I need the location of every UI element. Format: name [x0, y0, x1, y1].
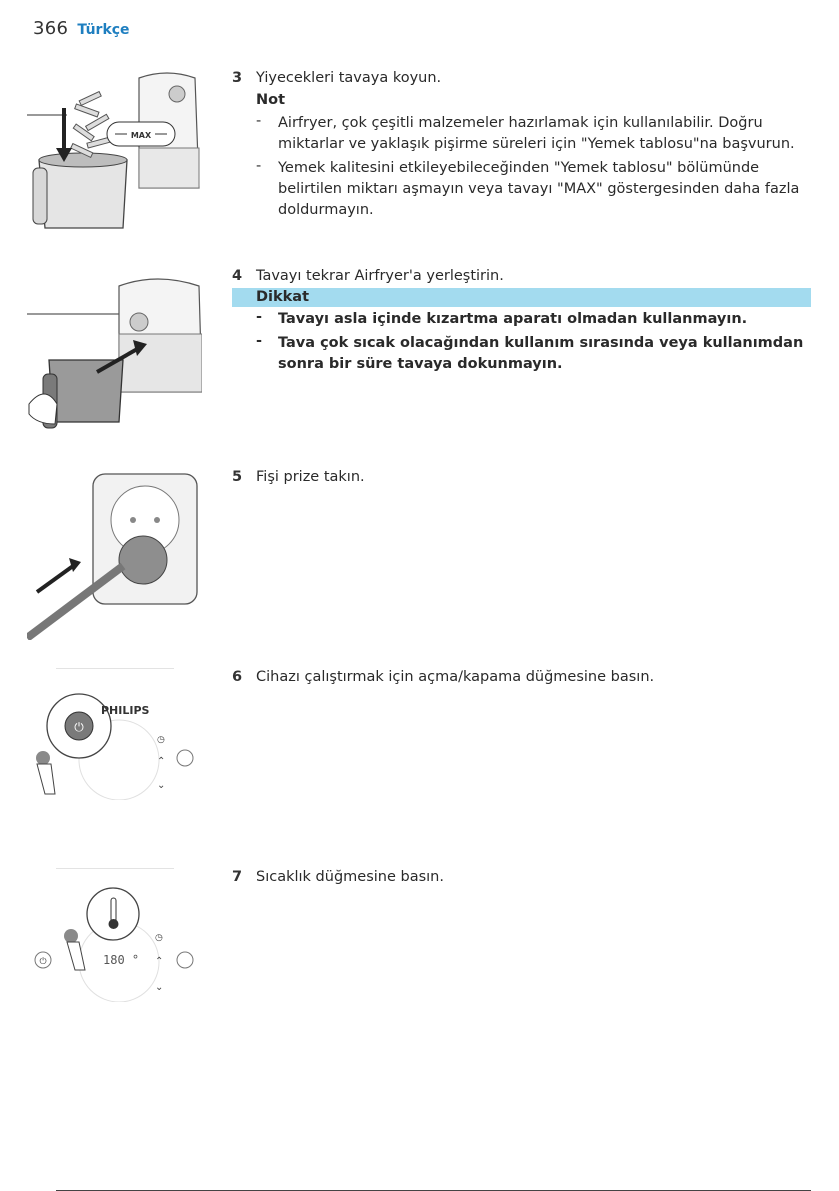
illustration-step-3 [27, 68, 202, 236]
page-header [33, 18, 130, 39]
power-icon: ⏻ [39, 957, 47, 967]
step-text: Cihazı çalıştırmak için açma/kapama düğmesine basın. [256, 669, 655, 685]
step-3 [232, 68, 811, 224]
note-bullet: - Airfryer, çok çeşitli malzemeler hazırlamak için kullanılabilir. Doğru miktarlar ve yaklaşık pişirme süreleri için "Yemek tablosu"na başvurun. [256, 113, 811, 155]
insert-basket-illustration [27, 264, 202, 434]
plug-socket-illustration [27, 470, 202, 640]
step-number: 5 [232, 469, 243, 485]
step-number: 7 [232, 869, 243, 885]
step-6 [232, 667, 811, 688]
step-number: 3 [232, 70, 243, 86]
language-label: Türkçe [77, 22, 130, 38]
step-number: 6 [232, 669, 243, 685]
illustration-step-4 [27, 264, 202, 434]
step-text: Yiyecekleri tavaya koyun. [256, 70, 442, 86]
note-title: Not [256, 92, 286, 108]
caution-bullet: - Tavayı asla içinde kızartma aparatı olmadan kullanmayın. [256, 309, 811, 330]
svg-text:◷: ◷ [157, 735, 165, 745]
basket-fill-illustration [27, 68, 202, 236]
caution-bullets [256, 309, 811, 375]
svg-text:⌃: ⌃ [157, 756, 166, 767]
step-text: Sıcaklık düğmesine basın. [256, 869, 444, 885]
control-panel-power-illustration [27, 684, 202, 800]
divider [56, 868, 174, 869]
temperature-display: 180 ° [103, 953, 140, 967]
step-number: 4 [232, 268, 243, 284]
note-bullet: - Yemek kalitesini etkileyebileceğinden "Yemek tablosu" bölümünde belirtilen miktarı aşmayın veya tavayı "MAX" göstergesinden daha fazla doldurmayın. [256, 158, 811, 221]
svg-text:⌄: ⌄ [155, 982, 164, 993]
svg-text:⌄: ⌄ [157, 780, 166, 791]
illustration-step-5 [27, 470, 202, 640]
control-panel-temperature-illustration [27, 886, 202, 1002]
caution-title: Dikkat [232, 288, 811, 307]
illustration-step-6 [27, 684, 202, 800]
step-text: Tavayı tekrar Airfryer'a yerleştirin. [256, 268, 504, 284]
illustration-step-7 [27, 886, 202, 1002]
svg-text:⌃: ⌃ [155, 956, 164, 967]
note-bullets [256, 113, 811, 221]
divider [56, 668, 174, 669]
svg-text:◷: ◷ [155, 933, 163, 943]
step-text: Fişi prize takın. [256, 469, 365, 485]
brand-label: PHILIPS [101, 704, 150, 717]
step-5 [232, 467, 811, 488]
max-label: MAX [130, 131, 152, 140]
step-4 [232, 266, 811, 378]
caution-bullet: - Tava çok sıcak olacağından kullanım sırasında veya kullanımdan sonra bir süre tavaya dokunmayın. [256, 333, 811, 375]
page-number: 366 [33, 18, 69, 39]
power-icon: ⏻ [74, 720, 84, 734]
step-7 [232, 867, 811, 888]
